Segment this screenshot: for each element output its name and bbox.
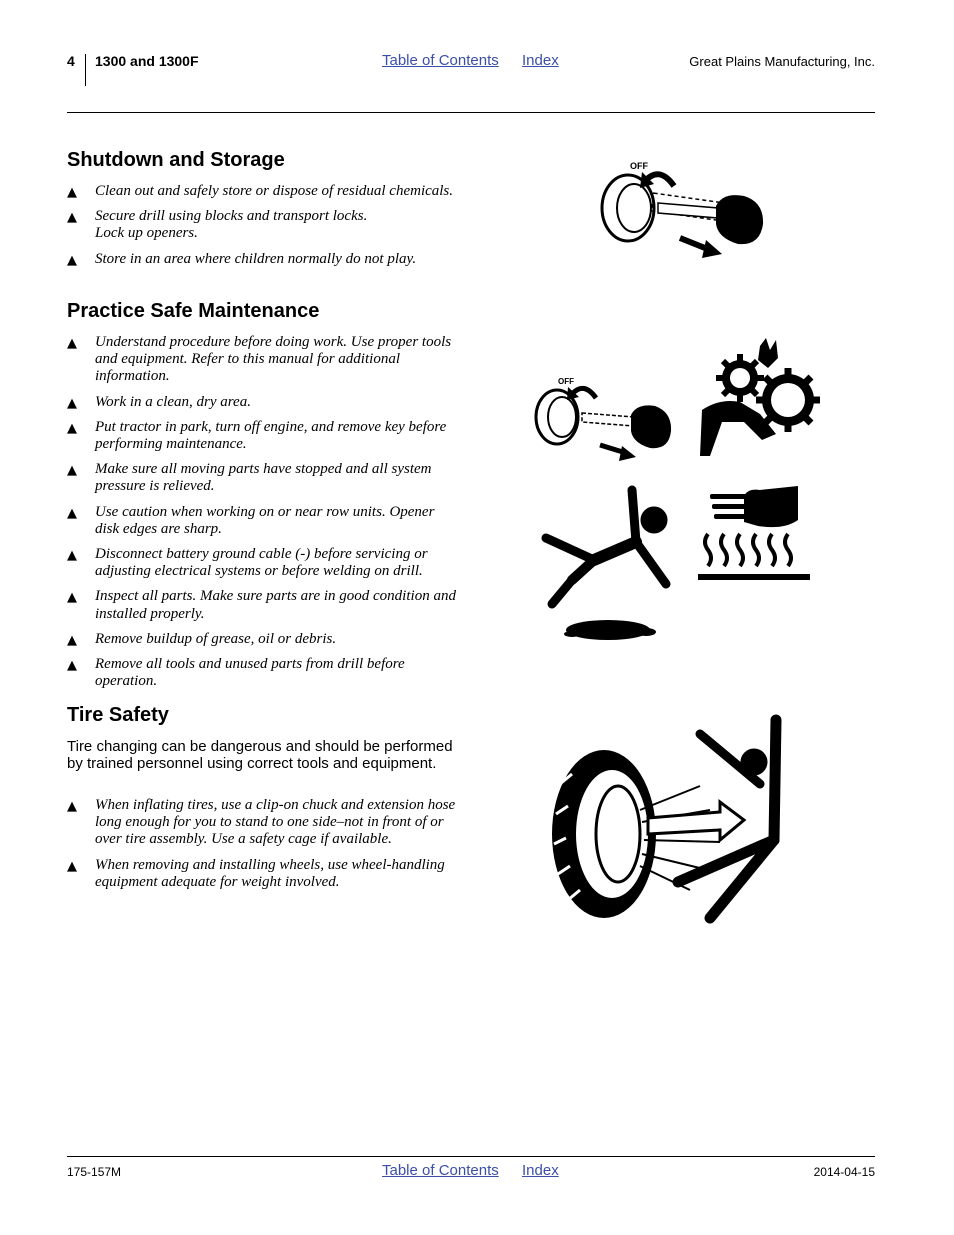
tire-intro-paragraph: Tire changing can be dangerous and should be performed by trained personnel using correct tools and equipment. xyxy=(67,738,453,773)
list-item: ▲ Remove all tools and unused parts from drill before operation. xyxy=(67,656,405,690)
svg-text:OFF: OFF xyxy=(558,377,574,386)
svg-text:OFF: OFF xyxy=(630,161,648,171)
toc-link-footer[interactable]: Table of Contents xyxy=(382,1162,499,1179)
section-title-maintenance: Practice Safe Maintenance xyxy=(67,300,320,322)
triangle-bullet-icon: ▲ xyxy=(67,858,77,874)
list-item: ▲ When removing and installing wheels, use wheel-handling equipment adequate for weight involved. xyxy=(67,856,445,890)
doc-date: 2014-04-15 xyxy=(813,1165,875,1179)
company-name: Great Plains Manufacturing, Inc. xyxy=(689,54,875,69)
triangle-bullet-icon: ▲ xyxy=(67,395,77,411)
list-item: ▲ Use caution when working on or near row units. Opener disk edges are sharp. xyxy=(67,503,435,537)
tire-list xyxy=(67,797,462,899)
list-item: ▲ Inspect all parts. Make sure parts are in good condition and installed properly. xyxy=(67,588,456,622)
toc-link-header[interactable]: Table of Contents xyxy=(382,52,499,69)
section-title-tire: Tire Safety xyxy=(67,704,169,726)
shutdown-list xyxy=(67,183,462,276)
header-divider xyxy=(85,54,86,86)
list-item: ▲ Work in a clean, dry area. xyxy=(67,393,251,411)
triangle-bullet-icon: ▲ xyxy=(67,336,77,351)
triangle-bullet-icon: ▲ xyxy=(67,420,77,436)
key-off-icon xyxy=(532,375,677,463)
footer-rule xyxy=(67,1156,875,1157)
index-link-footer[interactable]: Index xyxy=(522,1162,559,1179)
maintenance-list xyxy=(67,334,462,698)
triangle-bullet-icon: ▲ xyxy=(67,252,77,268)
triangle-bullet-icon: ▲ xyxy=(67,548,77,564)
gear-entanglement-icon xyxy=(700,338,824,460)
model-title: 1300 and 1300F xyxy=(95,53,199,69)
triangle-bullet-icon: ▲ xyxy=(67,799,77,814)
page-number: 4 xyxy=(67,53,75,69)
key-off-icon xyxy=(598,158,770,262)
triangle-bullet-icon: ▲ xyxy=(67,210,77,226)
slip-hazard-icon xyxy=(538,484,674,646)
triangle-bullet-icon: ▲ xyxy=(67,185,77,200)
list-item: ▲ When inflating tires, use a clip-on chuck and extension hose long enough for you to stand to one side–not in front of or over tire assembly. Use a safety cage if available. xyxy=(67,797,456,848)
hot-surface-icon xyxy=(698,486,812,584)
list-item: ▲ Put tractor in park, turn off engine, and remove key before performing maintenance. xyxy=(67,418,447,453)
doc-number: 175-157M xyxy=(67,1165,122,1179)
list-item: ▲ Clean out and safely store or dispose of residual chemicals. xyxy=(67,183,454,200)
index-link-header[interactable]: Index xyxy=(522,52,559,69)
list-item: ▲ Understand procedure before doing work. Use proper tools and equipment. Refer to this manual for additional information. xyxy=(67,334,452,385)
list-item: ▲ Make sure all moving parts have stopped and all system pressure is relieved. xyxy=(67,461,432,495)
list-item: ▲ Disconnect battery ground cable (-) before servicing or adjusting electrical systems or before welding on drill. xyxy=(67,546,428,580)
list-item: ▲ Secure drill using blocks and transport locks. Lock up openers. xyxy=(67,208,368,242)
tire-explosion-icon xyxy=(550,714,782,924)
triangle-bullet-icon: ▲ xyxy=(67,658,77,674)
triangle-bullet-icon: ▲ xyxy=(67,590,77,606)
list-item: ▲ Remove buildup of grease, oil or debris. xyxy=(67,630,337,648)
section-title-shutdown: Shutdown and Storage xyxy=(67,149,285,171)
triangle-bullet-icon: ▲ xyxy=(67,463,77,479)
triangle-bullet-icon: ▲ xyxy=(67,505,77,521)
triangle-bullet-icon: ▲ xyxy=(67,632,77,648)
header-rule xyxy=(67,112,875,113)
list-item: ▲ Store in an area where children normally do not play. xyxy=(67,250,417,268)
